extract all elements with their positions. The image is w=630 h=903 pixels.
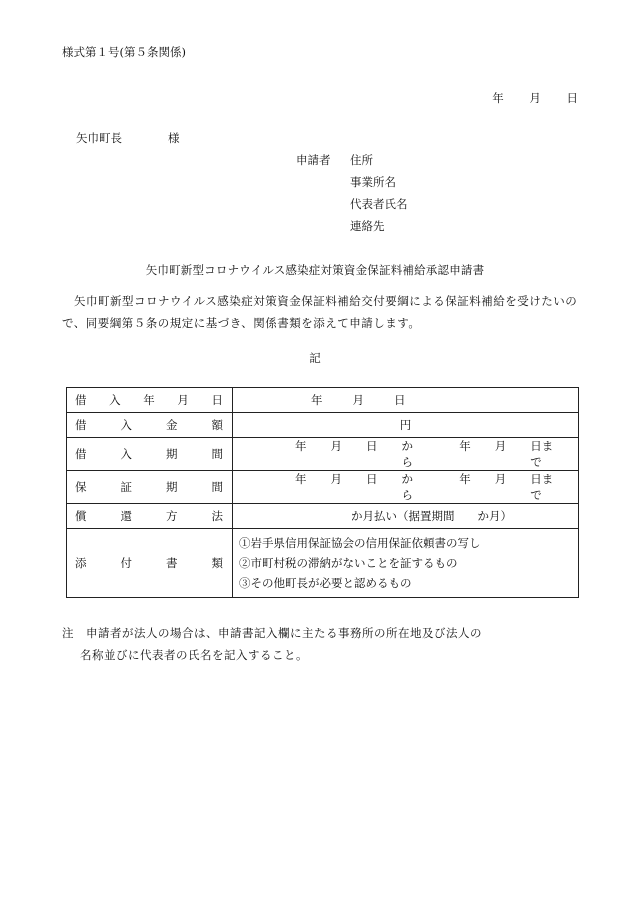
row-amount bbox=[67, 413, 579, 438]
addressee-honorific: 様 bbox=[168, 131, 180, 145]
row-borrow-date bbox=[67, 388, 579, 413]
label-borrow-period: 借 入 期 間 bbox=[75, 447, 223, 461]
note-line-2: 名称並びに代表者の氏名を記入すること。 bbox=[80, 648, 308, 662]
row-repayment bbox=[67, 504, 579, 529]
applicant-address-label: 住所 bbox=[350, 153, 373, 167]
date-line bbox=[492, 90, 578, 106]
body-paragraph: 矢巾町新型コロナウイルス感染症対策資金保証料補給交付要綱による保証料補給を受けたいので、同要綱第５条の規定に基づき、関係書類を添えて申請します。 bbox=[62, 294, 578, 330]
ki-heading: 記 bbox=[309, 351, 321, 365]
label-repayment: 償 還 方 法 bbox=[75, 509, 223, 523]
value-guarantee-period: 年 月 日 から 年 月 日まで bbox=[233, 471, 579, 504]
row-attachments bbox=[67, 529, 579, 598]
row-guarantee-period bbox=[67, 471, 579, 504]
value-attachments bbox=[233, 529, 579, 598]
applicant-representative-label: 代表者氏名 bbox=[350, 197, 408, 211]
attachment-item: ②市町村税の滞納がないことを証するもの bbox=[239, 556, 458, 570]
attachment-item: ③その他町長が必要と認めるもの bbox=[239, 576, 412, 590]
attachment-item: ①岩手県信用保証協会の信用保証依頼書の写し bbox=[239, 536, 481, 550]
form-number: 様式第１号(第５条関係) bbox=[62, 45, 186, 59]
note bbox=[62, 622, 586, 666]
label-guarantee-period: 保 証 期 間 bbox=[75, 480, 223, 494]
detail-table bbox=[66, 387, 579, 598]
date-day: 日 bbox=[566, 91, 578, 105]
addressee-name: 矢巾町長 bbox=[76, 131, 122, 145]
addressee bbox=[76, 130, 180, 146]
document-title: 矢巾町新型コロナウイルス感染症対策資金保証料補給承認申請書 bbox=[145, 263, 485, 277]
label-borrow-date: 借 入 年 月 日 bbox=[75, 393, 223, 407]
applicant-label: 申請者 bbox=[296, 153, 331, 167]
value-repayment: か月払い（据置期間 か月） bbox=[233, 504, 579, 529]
value-amount: 円 bbox=[233, 413, 579, 438]
value-borrow-date: 年 月 日 bbox=[233, 388, 579, 413]
applicant-contact-label: 連絡先 bbox=[350, 219, 385, 233]
date-month: 月 bbox=[529, 91, 541, 105]
date-year: 年 bbox=[492, 91, 504, 105]
label-attachments: 添 付 書 類 bbox=[75, 556, 223, 570]
note-line-1: 注 申請者が法人の場合は、申請書記入欄に主たる事務所の所在地及び法人の bbox=[62, 626, 482, 640]
row-borrow-period bbox=[67, 438, 579, 471]
applicant-office-label: 事業所名 bbox=[350, 175, 396, 189]
value-borrow-period: 年 月 日 から 年 月 日まで bbox=[233, 438, 579, 471]
label-amount: 借 入 金 額 bbox=[75, 418, 223, 432]
